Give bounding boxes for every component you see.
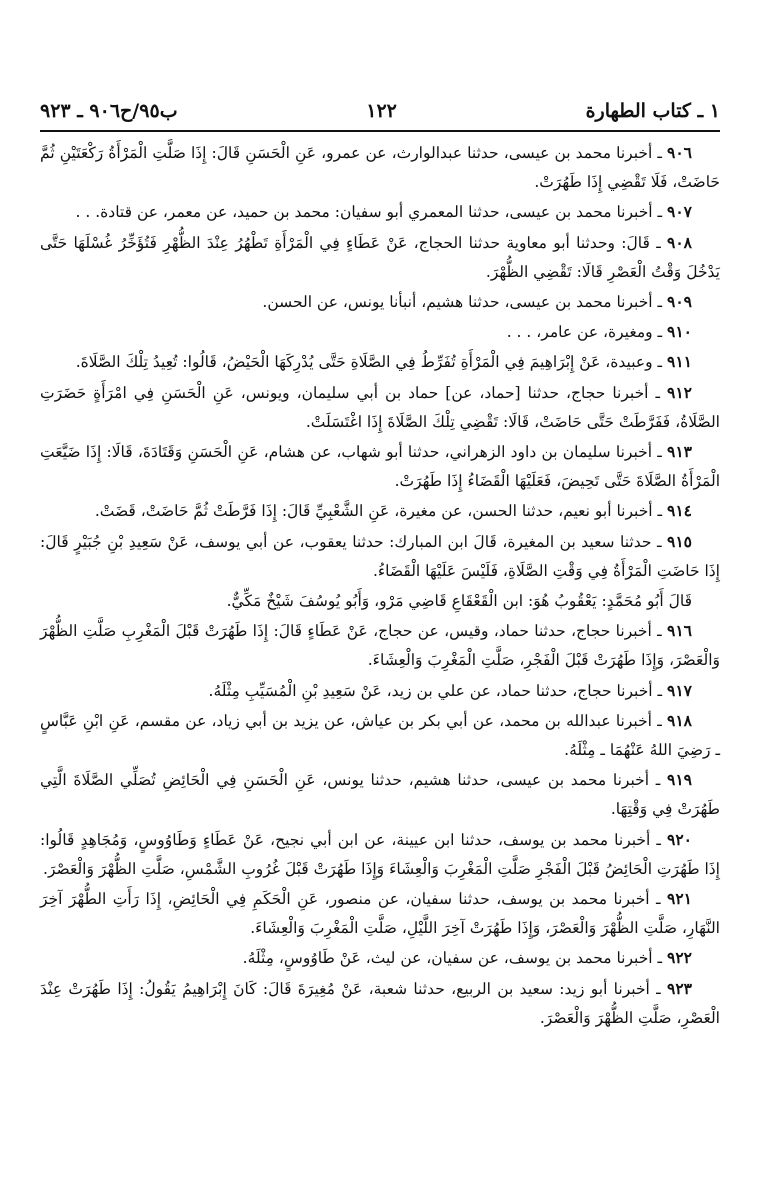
- hadith-text: ـ أخبرنا محمد بن عيسى، حدثنا المعمري أبو سفيان: محمد بن حميد، عن معمر، عن قتادة. . .: [75, 203, 668, 222]
- hadith-text: ـ أخبرنا حجاج، حدثنا حماد، وقيس، عن حجاج، عَنْ عَطَاءٍ قَالَ: إِذَا طَهُرَتْ قَبْلَ الْمَغْرِبِ صَلَّتِ الظُّهْرَ وَالْعَصْرَ، وَإِذَا طَهُرَتْ قَبْلَ الْفَجْرِ، صَلَّتِ الْمَغْرِبَ وَالْعِشَاءَ.: [40, 622, 720, 670]
- hadith-906: [40, 138, 720, 197]
- hadith-917: [40, 676, 720, 706]
- page-number: ١٢٢: [366, 100, 397, 122]
- hadith-907: [40, 197, 720, 227]
- hadith-text: ـ أخبرنا أبو زيد: سعيد بن الربيع، حدثنا شعبة، عَنْ مُغِيرَةَ قَالَ: كَانَ إِبْرَاهِيمُ يَقُولُ: إِذَا طَهُرَتْ عِنْدَ الْعَصْرِ، صَلَّتِ الظُّهْرَ وَالْعَصْرَ.: [40, 979, 720, 1027]
- hadith-923: [40, 974, 720, 1033]
- hadith-text: ـ أخبرنا محمد بن عيسى، حدثنا هشيم، أنبأنا يونس، عن الحسن.: [262, 293, 668, 312]
- hadith-909: [40, 287, 720, 317]
- header-divider: [40, 130, 720, 132]
- hadith-number: ٩١٠: [667, 322, 692, 342]
- hadith-text: ـ أخبرنا أبو نعيم، حدثنا الحسن، عن مغيرة، عَنِ الشَّعْبِيِّ قَالَ: إِذَا فَرَّطَتْ ثُمَّ حَاضَتْ، قَضَتْ.: [94, 502, 668, 521]
- hadith-908: [40, 228, 720, 287]
- hadith-number: ٩١٧: [667, 680, 692, 700]
- author-note: [40, 586, 720, 616]
- hadith-number: ٩١٦: [667, 621, 692, 641]
- page-body: [40, 138, 720, 1033]
- hadith-914: [40, 496, 720, 526]
- hadith-919: [40, 765, 720, 824]
- hadith-text: ـ قَالَ: وحدثنا أبو معاوية حدثنا الحجاج، عَنْ عَطَاءٍ فِي الْمَرْأَةِ تَطْهُرُ عِنْدَ الظُّهْرِ فَتُؤَخِّرُ غُسْلَهَا حَتَّى يَدْخُلَ وَقْتُ الْعَصْرِ قَالَا: تَقْضِي الظُّهْرَ.: [40, 233, 720, 281]
- running-header: [40, 96, 720, 130]
- hadith-text: ـ أخبرنا محمد بن يوسف، حدثنا ابن عيينة، عن ابن أبي نجيح، عَنْ عَطَاءٍ وَطَاوُوسٍ، وَمُجَاهِدٍ قَالُوا: إِذَا طَهُرَتِ الْحَائِضُ قَبْلَ الْفَجْرِ صَلَّتِ الْمَغْرِبَ وَالْعِشَاءَ وَإِذَا طَهُرَتْ قَبْلَ غُرُوبِ الشَّمْسِ، صَلَّتِ الظُّهْرَ وَالْعَصْرَ.: [40, 830, 720, 878]
- hadith-text: ـ أخبرنا عبدالله بن محمد، عن أبي بكر بن عياش، عن يزيد بن أبي زياد، عن مقسم، عَنِ ابْنِ عَبَّاسٍ ـ رَضِيَ اللهُ عَنْهُمَا ـ مِثْلَهُ.: [40, 711, 720, 760]
- hadith-number: ٩١٥: [667, 531, 692, 551]
- book-page: [40, 96, 720, 1134]
- hadith-text: ـ أخبرنا محمد بن عيسى، حدثنا عبدالوارث، عن عمرو، عَنِ الْحَسَنِ قَالَ: إِذَا صَلَّتِ الْمَرْأَةُ رَكْعَتَيْنِ ثُمَّ حَاضَتْ، فَلَا تَقْضِي إِذَا طَهُرَتْ.: [40, 144, 720, 192]
- chapter-title: ١ ـ كتاب الطهارة: [585, 100, 720, 122]
- hadith-text: ـ أخبرنا محمد بن يوسف، حدثنا سفيان، عن منصور، عَنِ الْحَكَمِ فِي الْحَائِضِ، إِذَا رَأَتِ الطُّهْرَ آخِرَ النَّهَارِ، صَلَّتِ الظُّهْرَ وَالْعَصْرَ، وَإِذَا طَهُرَتْ آخِرَ اللَّيْلِ، صَلَّتِ الْمَغْرِبَ وَالْعِشَاءَ.: [40, 890, 720, 938]
- hadith-911: [40, 347, 720, 377]
- hadith-text: ـ أخبرنا حجاج، حدثنا حماد، عن علي بن زيد، عَنْ سَعِيدِ بْنِ الْمُسَيِّبِ مِثْلَهُ.: [208, 681, 668, 700]
- hadith-number: ٩١٣: [667, 442, 692, 462]
- hadith-number: ٩٢٣: [667, 978, 692, 998]
- hadith-text: ـ وعبيدة، عَنْ إِبْرَاهِيمَ فِي الْمَرْأَةِ تُفَرِّطُ فِي الصَّلَاةِ حَتَّى يُدْرِكَهَا الْحَيْضُ، قَالُوا: تُعِيدُ تِلْكَ الصَّلَاةَ.: [75, 353, 668, 372]
- hadith-number: ٩٠٩: [667, 292, 692, 312]
- hadith-text: ـ أخبرنا محمد بن يوسف، عن سفيان، عن ليث، عَنْ طَاوُوسٍ، مِثْلَهُ.: [242, 949, 668, 968]
- hadith-range: ب٩٥/ح٩٠٦ ـ ٩٢٣: [40, 100, 178, 122]
- hadith-number: ٩٠٦: [667, 143, 692, 162]
- hadith-text: ـ أخبرنا محمد بن عيسى، حدثنا هشيم، حدثنا يونس، عَنِ الْحَسَنِ فِي الْحَائِضِ تُصَلِّي الصَّلَاةَ الَّتِي طَهُرَتْ فِي وَقْتِهَا.: [40, 771, 720, 819]
- note-text: قَالَ أَبُو مُحَمَّدٍ: يَعْقُوبُ هُوَ: ابن الْقَعْقَاعِ قَاضِي مَرْو، وَأَبُو يُوسُفَ شَيْخٌ مَكِّيٌّ.: [226, 592, 692, 611]
- hadith-number: ٩١٤: [667, 501, 692, 521]
- hadith-921: [40, 884, 720, 943]
- hadith-918: [40, 706, 720, 765]
- hadith-922: [40, 943, 720, 973]
- hadith-number: ٩٢٢: [667, 948, 692, 968]
- hadith-910: [40, 317, 720, 347]
- hadith-916: [40, 616, 720, 675]
- hadith-912: [40, 378, 720, 437]
- hadith-text: ـ حدثنا سعيد بن المغيرة، قَالَ ابن المبارك: حدثنا يعقوب، عن أبي يوسف، عَنْ سَعِيدِ بْنِ جُبَيْرٍ قَالَ: إِذَا حَاضَتِ الْمَرْأَةُ فِي وَقْتِ الصَّلَاةِ، فَلَيْسَ عَلَيْهَا الْقَضَاءُ.: [40, 532, 720, 580]
- hadith-number: ٩٠٧: [667, 202, 692, 222]
- hadith-text: ـ أخبرنا سليمان بن داود الزهراني، حدثنا أبو شهاب، عن هشام، عَنِ الْحَسَنِ وَقَتَادَةَ، قَالَا: إِذَا ضَيَّعَتِ الْمَرْأَةُ الصَّلَاةَ حَتَّى تَحِيضَ، فَعَلَيْهَا الْقَضَاءُ إِذَا طَهُرَتْ.: [40, 443, 720, 491]
- hadith-text: ـ ومغيرة، عن عامر، . . .: [506, 323, 668, 342]
- hadith-text: ـ أخبرنا حجاج، حدثنا [حماد، عن] حماد بن أبي سليمان، ويونس، عَنِ الْحَسَنِ فِي امْرَأَةٍ حَضَرَتِ الصَّلَاةُ، فَفَرَّطَتْ حَتَّى حَاضَتْ، قَالَا: تَقْضِي تِلْكَ الصَّلَاةَ إِذَا اغْتَسَلَتْ.: [40, 383, 720, 431]
- hadith-number: ٩٢١: [667, 889, 692, 909]
- hadith-number: ٩١١: [667, 352, 692, 372]
- hadith-920: [40, 825, 720, 884]
- hadith-number: ٩١٢: [667, 382, 692, 402]
- hadith-915: [40, 527, 720, 586]
- hadith-number: ٩١٨: [667, 710, 692, 730]
- hadith-number: ٩٠٨: [667, 232, 692, 252]
- hadith-number: ٩١٩: [667, 770, 692, 790]
- hadith-913: [40, 437, 720, 496]
- hadith-number: ٩٢٠: [667, 829, 692, 849]
